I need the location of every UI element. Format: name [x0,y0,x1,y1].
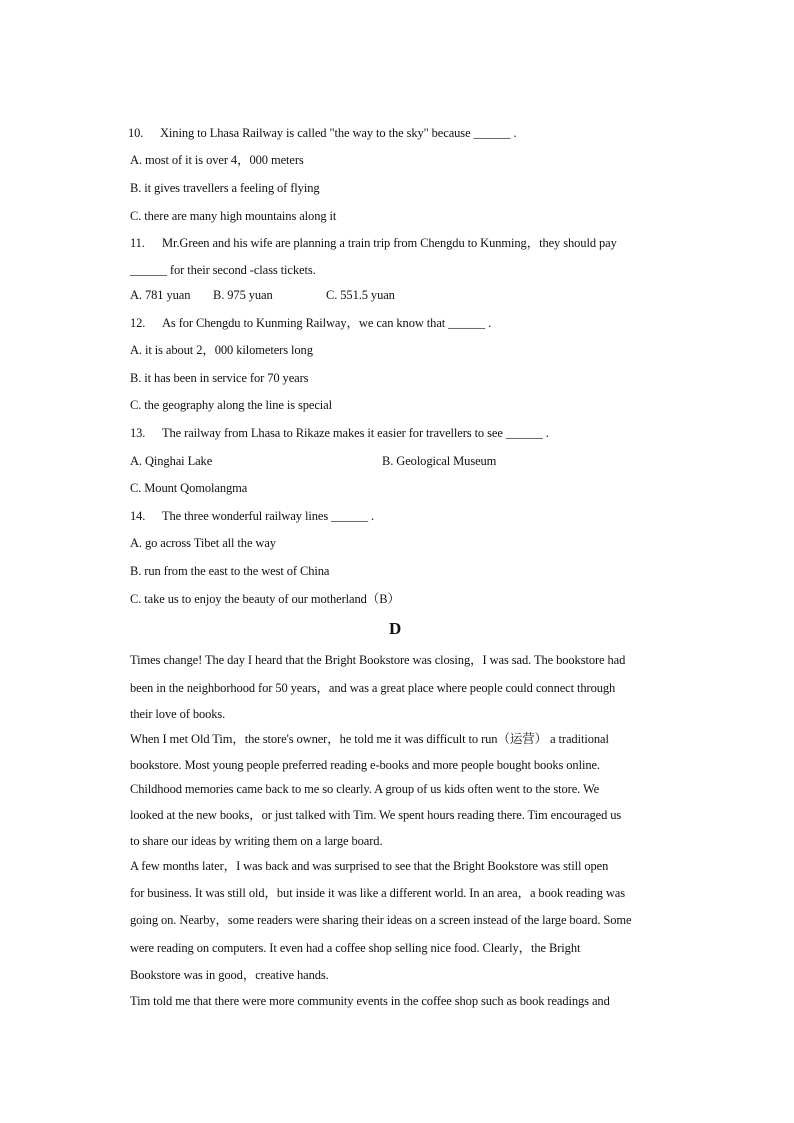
passage-line: their love of books. [130,707,226,721]
question-number: 13. [130,426,146,440]
question-14-option-a: A. go across Tibet all the way [130,536,276,550]
question-14-stem [130,508,374,524]
passage-line: When I met Old Tim，the store's owner，he told me it was difficult to run（运营） a traditional [130,732,609,746]
question-11-stem-continued: ______ for their second -class tickets. [130,263,316,277]
question-10-option-b: B. it gives travellers a feeling of flying [130,181,320,195]
question-text: As for Chengdu to Kunming Railway，we can know that ______ . [162,316,492,330]
question-12-option-c: C. the geography along the line is special [130,398,332,412]
passage-line: Tim told me that there were more community events in the coffee shop such as book readings and [130,994,610,1008]
question-number: 11. [130,236,145,250]
passage-line: bookstore. Most young people preferred reading e-books and more people bought books online. [130,758,600,772]
question-11-option-c: C. 551.5 yuan [326,288,395,302]
passage-line: A few months later，I was back and was surprised to see that the Bright Bookstore was still open [130,859,609,873]
passage-line: were reading on computers. It even had a coffee shop selling nice food. Clearly，the Bright [130,941,581,955]
question-number: 12. [130,316,146,330]
passage-line: looked at the new books，or just talked with Tim. We spent hours reading there. Tim encouraged us [130,808,622,822]
passage-line: been in the neighborhood for 50 years，and was a great place where people could connect through [130,681,616,695]
question-14-option-b: B. run from the east to the west of China [130,564,330,578]
question-11-stem [130,235,617,251]
question-11-option-b: B. 975 yuan [213,288,273,302]
question-number: 14. [130,509,146,523]
question-13-stem [130,425,549,441]
passage-line: Childhood memories came back to me so clearly. A group of us kids often went to the store. We [130,782,600,796]
passage-line: Bookstore was in good，creative hands. [130,968,329,982]
question-text: Xining to Lhasa Railway is called "the way to the sky" because ______ . [160,126,517,140]
question-10-option-a: A. most of it is over 4，000 meters [130,153,304,167]
question-13-option-b: B. Geological Museum [382,454,497,468]
question-10-option-c: C. there are many high mountains along it [130,209,337,223]
passage-line: Times change! The day I heard that the Bright Bookstore was closing，I was sad. The bookstore had [130,653,626,667]
question-text: The railway from Lhasa to Rikaze makes it easier for travellers to see ______ . [162,426,549,440]
question-12-stem [130,315,491,331]
passage-line: going on. Nearby，some readers were sharing their ideas on a screen instead of the large board. Some [130,913,632,927]
question-12-option-b: B. it has been in service for 70 years [130,371,309,385]
question-14-option-c: C. take us to enjoy the beauty of our motherland（B） [130,592,400,606]
section-title: D [389,619,402,638]
question-11-option-a: A. 781 yuan [130,288,191,302]
question-text: Mr.Green and his wife are planning a train trip from Chengdu to Kunming，they should pay [162,236,617,250]
question-13-option-a: A. Qinghai Lake [130,454,213,468]
question-12-option-a: A. it is about 2，000 kilometers long [130,343,313,357]
passage-line: to share our ideas by writing them on a large board. [130,834,383,848]
question-number: 10. [128,126,144,140]
question-text: The three wonderful railway lines ______ . [162,509,375,523]
question-10-stem [128,125,517,141]
question-13-option-c: C. Mount Qomolangma [130,481,248,495]
passage-line: for business. It was still old，but inside it was like a different world. In an area，a book reading was [130,886,626,900]
